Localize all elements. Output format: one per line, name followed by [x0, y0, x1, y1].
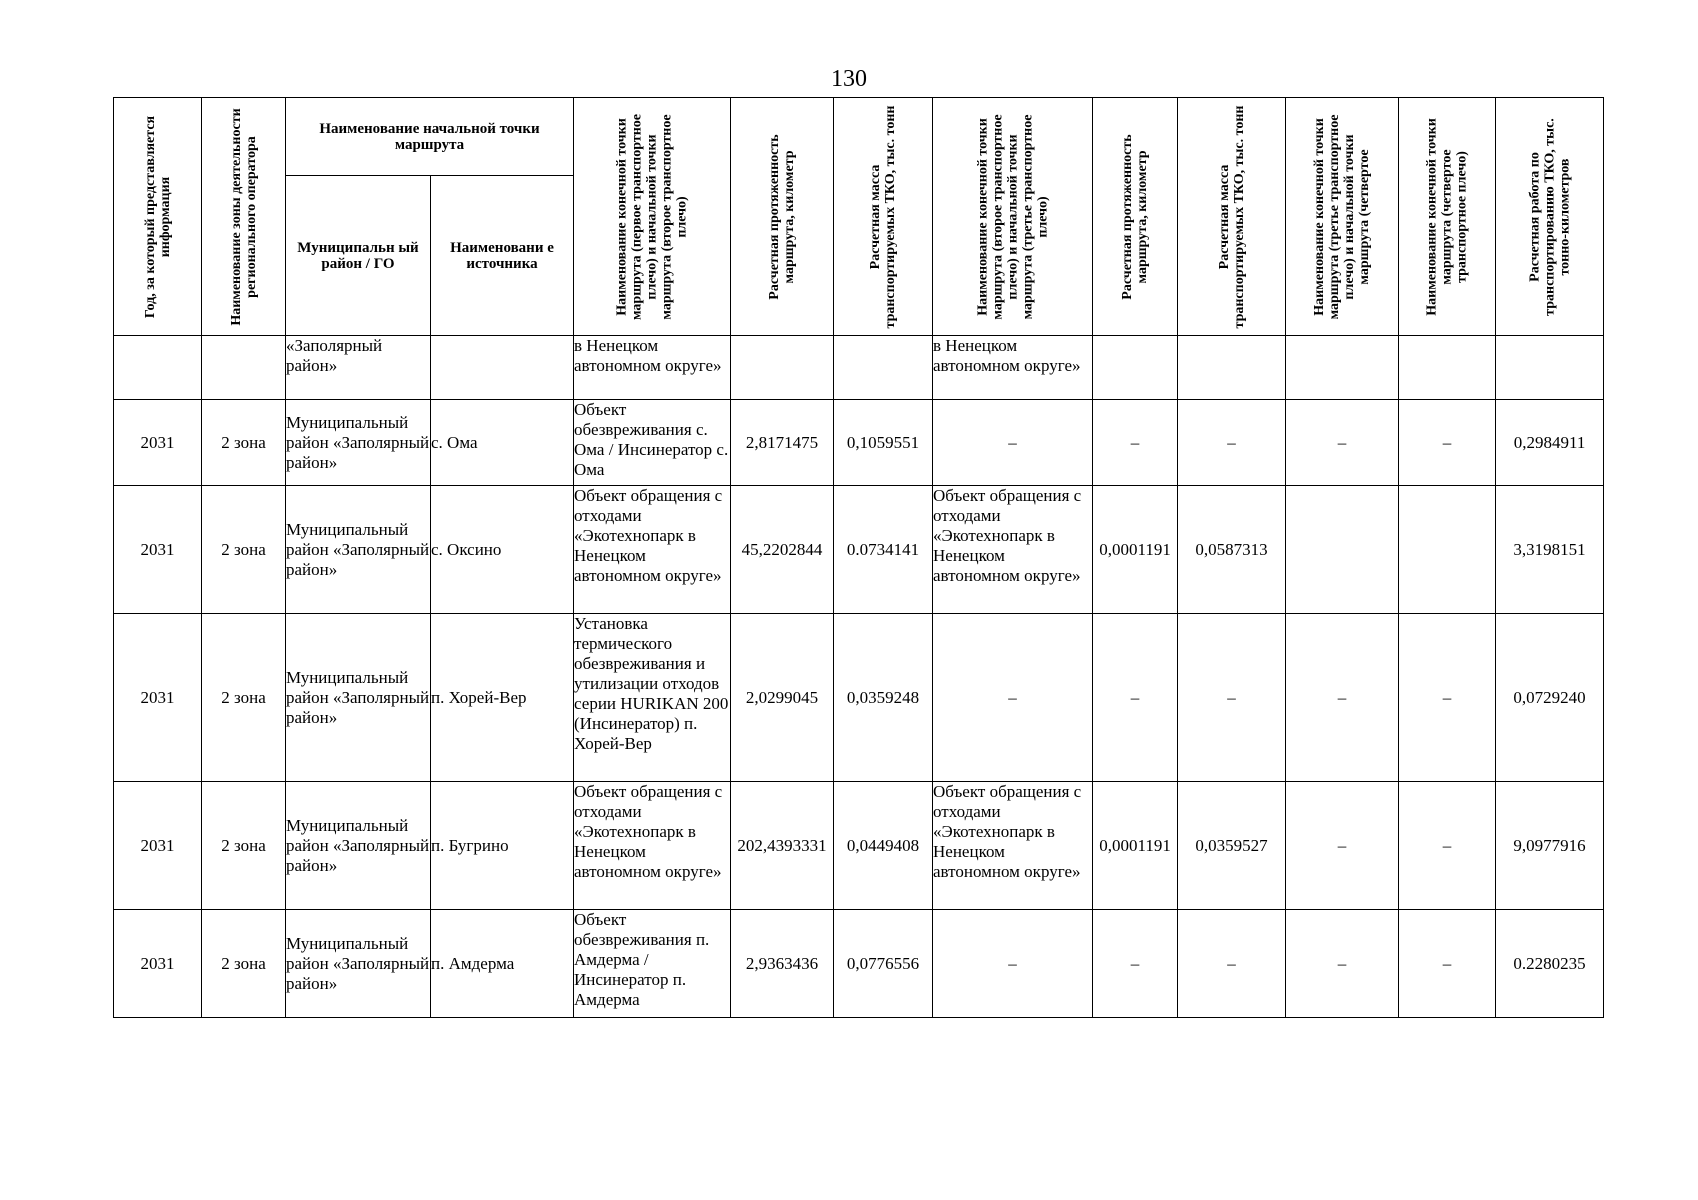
- cell-end-point-2: –: [933, 614, 1093, 782]
- cell-source: с. Оксино: [431, 486, 574, 614]
- cell-end-point-4: –: [1399, 782, 1496, 910]
- cell-length-1: 45,2202844: [731, 486, 834, 614]
- header-municipal-district: Муниципальн ый район / ГО: [286, 176, 431, 336]
- cell-municipal: Муниципальный район «Заполярный район»: [286, 486, 431, 614]
- cell-source: п. Хорей-Вер: [431, 614, 574, 782]
- header-zone: Наименование зоны деятельности регионального оператора: [202, 98, 286, 336]
- cell-zone: 2 зона: [202, 614, 286, 782]
- cell-end-point-4: –: [1399, 910, 1496, 1018]
- cell-mass-1: [834, 336, 933, 400]
- cell-end-point-3: [1286, 486, 1399, 614]
- cell-mass-1: 0,1059551: [834, 400, 933, 486]
- cell-end-point-2: Объект обращения с отходами «Экотехнопарк в Ненецком автономном округе»: [933, 782, 1093, 910]
- table-row: [114, 400, 1604, 486]
- cell-length-2: –: [1093, 910, 1178, 1018]
- header-mass-1: Расчетная масса транспортируемых ТКО, тыс. тонн: [834, 98, 933, 336]
- cell-source: с. Ома: [431, 400, 574, 486]
- cell-length-2: –: [1093, 400, 1178, 486]
- cell-source: [431, 336, 574, 400]
- cell-end-point-1: Объект обезвреживания с. Ома / Инсинератор с. Ома: [574, 400, 731, 486]
- cell-mass-2: 0,0359527: [1178, 782, 1286, 910]
- header-start-point: Наименование начальной точки маршрута: [286, 98, 574, 176]
- cell-end-point-4: [1399, 336, 1496, 400]
- cell-year: 2031: [114, 614, 202, 782]
- cell-year: 2031: [114, 486, 202, 614]
- cell-zone: 2 зона: [202, 486, 286, 614]
- cell-source: п. Бугрино: [431, 782, 574, 910]
- table-row: [114, 782, 1604, 910]
- cell-end-point-1: Объект обезвреживания п. Амдерма / Инсинератор п. Амдерма: [574, 910, 731, 1018]
- cell-end-point-2: Объект обращения с отходами «Экотехнопарк в Ненецком автономном округе»: [933, 486, 1093, 614]
- cell-transport-work: 3,3198151: [1496, 486, 1604, 614]
- cell-municipal: Муниципальный район «Заполярный район»: [286, 782, 431, 910]
- table-row: [114, 910, 1604, 1018]
- cell-length-2: [1093, 336, 1178, 400]
- routes-table: [113, 97, 1604, 1018]
- cell-transport-work: [1496, 336, 1604, 400]
- cell-length-2: –: [1093, 614, 1178, 782]
- cell-zone: 2 зона: [202, 400, 286, 486]
- header-length-1: Расчетная протяженность маршрута, километр: [731, 98, 834, 336]
- cell-mass-2: –: [1178, 910, 1286, 1018]
- page-number: 130: [831, 66, 867, 92]
- cell-municipal: Муниципальный район «Заполярный район»: [286, 400, 431, 486]
- cell-mass-2: 0,0587313: [1178, 486, 1286, 614]
- cell-end-point-3: –: [1286, 910, 1399, 1018]
- cell-end-point-2: –: [933, 910, 1093, 1018]
- cell-year: [114, 336, 202, 400]
- table-row: [114, 336, 1604, 400]
- header-end-point-4: Наименование конечной точки маршрута (четвертое транспортное плечо): [1399, 98, 1496, 336]
- cell-mass-1: 0,0449408: [834, 782, 933, 910]
- cell-end-point-1: Установка термического обезвреживания и утилизации отходов серии HURIKAN 200 (Инсинератор) п. Хорей-Вер: [574, 614, 731, 782]
- cell-mass-2: –: [1178, 400, 1286, 486]
- cell-transport-work: 0,2984911: [1496, 400, 1604, 486]
- cell-end-point-3: –: [1286, 400, 1399, 486]
- header-transport-work: Расчетная работа по транспортированию ТКО, тыс. тонно-километров: [1496, 98, 1604, 336]
- header-end-point-2: Наименование конечной точки маршрута (второе транспортное плечо) и начальной точки маршрута (третье транспортное плечо): [933, 98, 1093, 336]
- cell-end-point-2: в Ненецком автономном округе»: [933, 336, 1093, 400]
- cell-length-1: 2,9363436: [731, 910, 834, 1018]
- cell-year: 2031: [114, 400, 202, 486]
- header-length-2: Расчетная протяженность маршрута, километр: [1093, 98, 1178, 336]
- cell-mass-2: –: [1178, 614, 1286, 782]
- cell-transport-work: 0.2280235: [1496, 910, 1604, 1018]
- cell-length-2: 0,0001191: [1093, 782, 1178, 910]
- cell-mass-1: 0.0734141: [834, 486, 933, 614]
- cell-source: п. Амдерма: [431, 910, 574, 1018]
- header-source-name: Наименовани е источника: [431, 176, 574, 336]
- cell-end-point-1: Объект обращения с отходами «Экотехнопарк в Ненецком автономном округе»: [574, 486, 731, 614]
- cell-mass-1: 0,0359248: [834, 614, 933, 782]
- cell-year: 2031: [114, 782, 202, 910]
- header-mass-2: Расчетная масса транспортируемых ТКО, тыс. тонн: [1178, 98, 1286, 336]
- cell-transport-work: 0,0729240: [1496, 614, 1604, 782]
- cell-end-point-4: –: [1399, 614, 1496, 782]
- cell-end-point-3: [1286, 336, 1399, 400]
- cell-zone: 2 зона: [202, 782, 286, 910]
- cell-length-1: 2,8171475: [731, 400, 834, 486]
- cell-end-point-1: Объект обращения с отходами «Экотехнопарк в Ненецком автономном округе»: [574, 782, 731, 910]
- cell-end-point-3: –: [1286, 614, 1399, 782]
- cell-transport-work: 9,0977916: [1496, 782, 1604, 910]
- cell-end-point-3: –: [1286, 782, 1399, 910]
- cell-end-point-4: [1399, 486, 1496, 614]
- table-row: [114, 614, 1604, 782]
- cell-mass-1: 0,0776556: [834, 910, 933, 1018]
- cell-zone: [202, 336, 286, 400]
- cell-end-point-2: –: [933, 400, 1093, 486]
- cell-zone: 2 зона: [202, 910, 286, 1018]
- cell-length-1: 202,4393331: [731, 782, 834, 910]
- cell-length-2: 0,0001191: [1093, 486, 1178, 614]
- cell-municipal: Муниципальный район «Заполярный район»: [286, 910, 431, 1018]
- cell-length-1: 2,0299045: [731, 614, 834, 782]
- cell-length-1: [731, 336, 834, 400]
- table-row: [114, 486, 1604, 614]
- cell-end-point-1: в Ненецком автономном округе»: [574, 336, 731, 400]
- cell-year: 2031: [114, 910, 202, 1018]
- cell-mass-2: [1178, 336, 1286, 400]
- cell-municipal: «Заполярный район»: [286, 336, 431, 400]
- cell-municipal: Муниципальный район «Заполярный район»: [286, 614, 431, 782]
- header-end-point-3: Наименование конечной точки маршрута (третье транспортное плечо) и начальной точки маршрута (четвертое: [1286, 98, 1399, 336]
- cell-end-point-4: –: [1399, 400, 1496, 486]
- header-year: Год, за который представляется информация: [114, 98, 202, 336]
- header-end-point-1: Наименование конечной точки маршрута (первое транспортное плечо) и начальной точки маршрута (второе транспортное плечо): [574, 98, 731, 336]
